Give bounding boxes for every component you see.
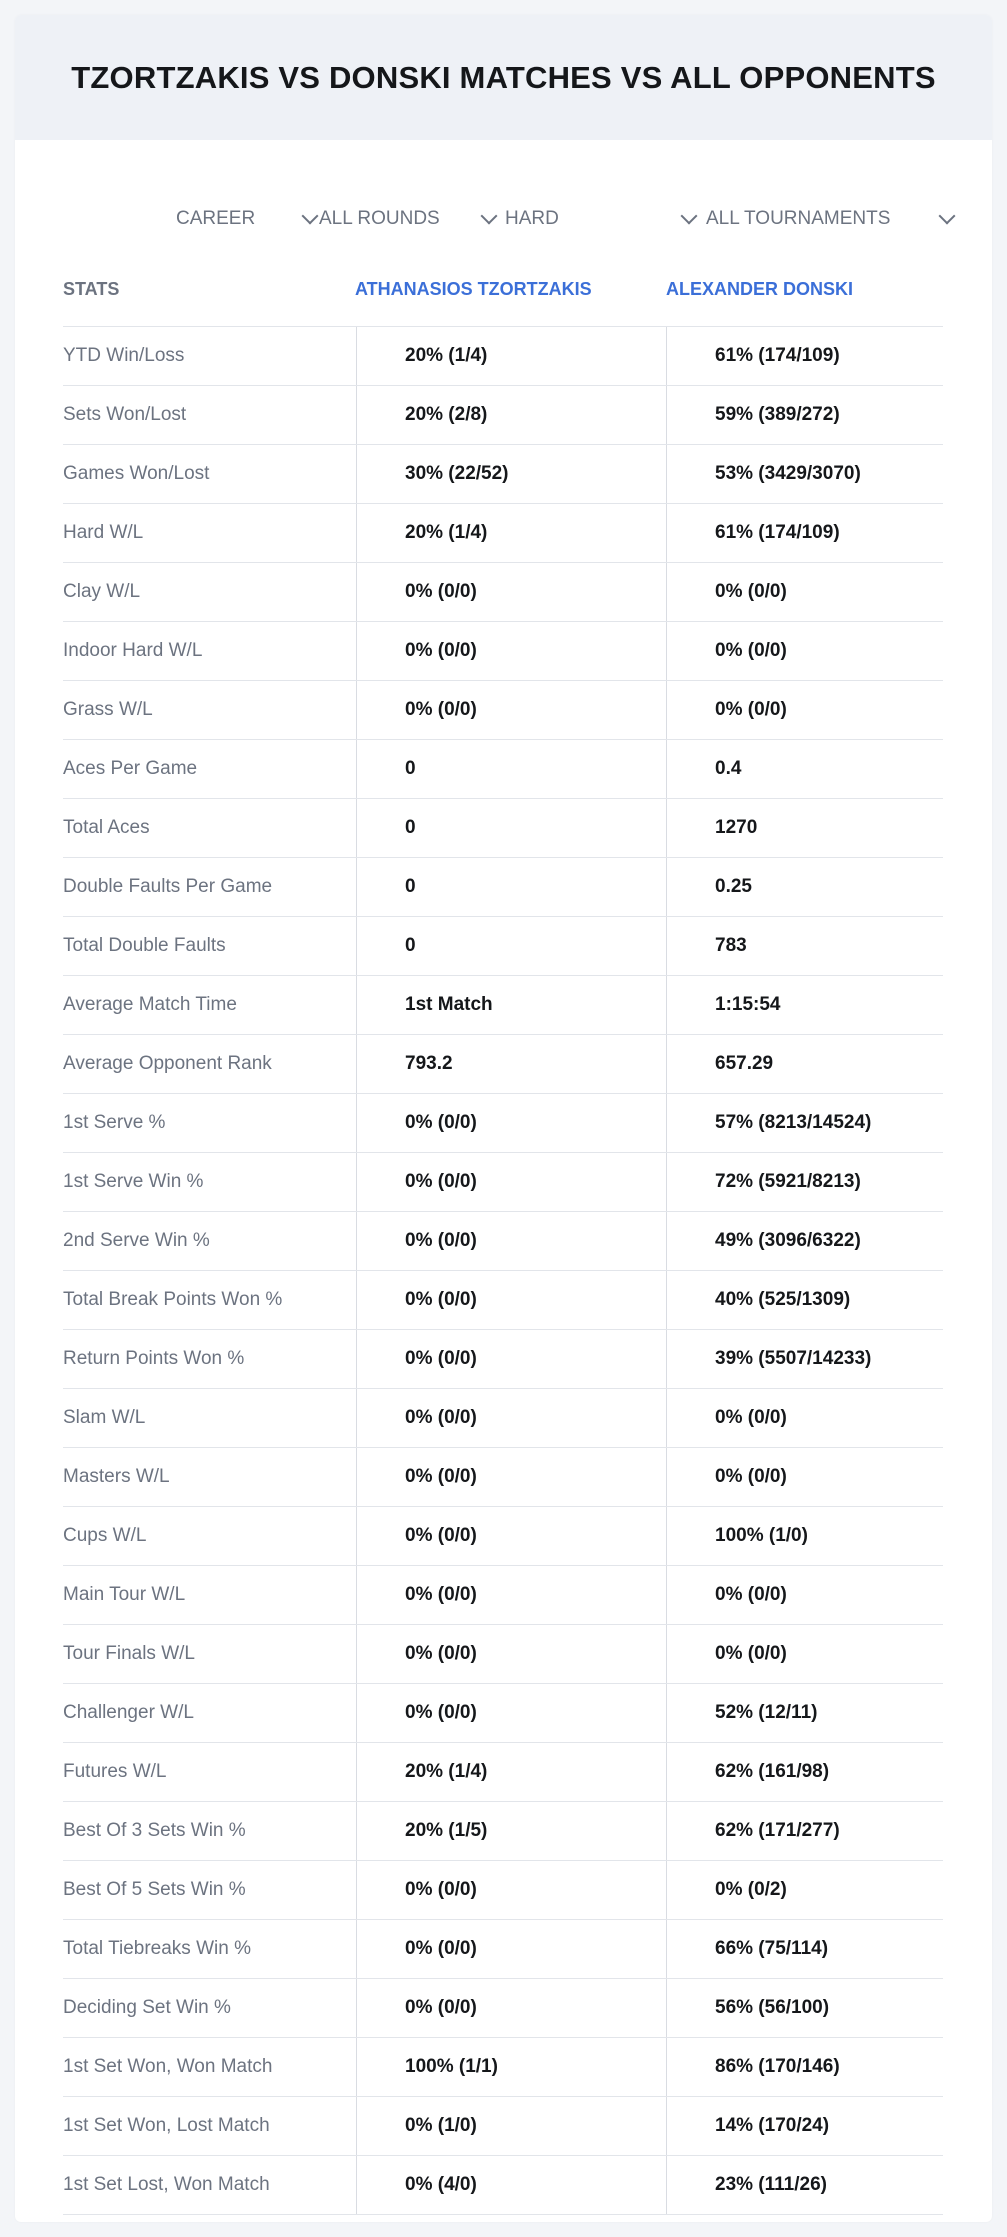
table-row	[63, 1861, 943, 1920]
player1-value: 0	[356, 917, 666, 975]
player1-value: 793.2	[356, 1035, 666, 1093]
player2-value: 100% (1/0)	[666, 1507, 943, 1565]
stat-label: 1st Set Won, Lost Match	[63, 2115, 270, 2136]
player2-value: 0% (0/0)	[666, 563, 943, 621]
stat-label: Grass W/L	[63, 699, 153, 720]
player2-value: 1270	[666, 799, 943, 857]
round-select-value: ALL ROUNDS	[319, 208, 440, 229]
player2-value: 62% (161/98)	[666, 1743, 943, 1801]
table-row	[63, 445, 943, 504]
player1-value: 0	[356, 799, 666, 857]
player2-value: 0% (0/0)	[666, 1566, 943, 1624]
surface-select[interactable]	[505, 195, 695, 243]
table-row	[63, 1271, 943, 1330]
tournament-select-value: ALL TOURNAMENTS	[706, 208, 891, 229]
table-row	[63, 563, 943, 622]
surface-select-value: HARD	[505, 208, 559, 229]
player2-value: 52% (12/11)	[666, 1684, 943, 1742]
player2-value: 657.29	[666, 1035, 943, 1093]
stats-column-header: STATS	[63, 278, 120, 299]
player1-value: 0% (0/0)	[356, 1566, 666, 1624]
player1-value: 0% (0/0)	[356, 1979, 666, 2037]
table-row	[63, 1448, 943, 1507]
table-row	[63, 1684, 943, 1743]
filter-bar	[15, 195, 992, 243]
player1-value: 20% (1/4)	[356, 1743, 666, 1801]
table-row	[63, 504, 943, 563]
stat-label: 1st Serve %	[63, 1112, 166, 1133]
stat-label: Return Points Won %	[63, 1348, 245, 1369]
stat-label: 1st Set Won, Won Match	[63, 2056, 273, 2077]
stat-label: Challenger W/L	[63, 1702, 194, 1723]
table-body	[63, 327, 943, 2215]
stat-label: Indoor Hard W/L	[63, 640, 203, 661]
stat-label: 1st Serve Win %	[63, 1171, 204, 1192]
player2-value: 783	[666, 917, 943, 975]
player2-value: 39% (5507/14233)	[666, 1330, 943, 1388]
player1-value: 0% (0/0)	[356, 1448, 666, 1506]
player2-value: 14% (170/24)	[666, 2097, 943, 2155]
player1-value: 0% (0/0)	[356, 1389, 666, 1447]
stat-label: Masters W/L	[63, 1466, 170, 1487]
period-select-value: CAREER	[176, 208, 256, 229]
player2-value: 61% (174/109)	[666, 504, 943, 562]
page-title: TZORTZAKIS VS DONSKI MATCHES VS ALL OPPONENTS	[71, 59, 936, 95]
player1-value: 0% (0/0)	[356, 681, 666, 739]
stat-label: Futures W/L	[63, 1761, 167, 1782]
player2-value: 0.4	[666, 740, 943, 798]
table-row	[63, 1979, 943, 2038]
player1-value: 20% (1/4)	[356, 504, 666, 562]
stat-label: 1st Set Lost, Won Match	[63, 2174, 270, 2195]
player1-value: 0% (0/0)	[356, 1684, 666, 1742]
player2-value: 0% (0/0)	[666, 1448, 943, 1506]
player1-value: 0% (0/0)	[356, 1861, 666, 1919]
stat-label: Double Faults Per Game	[63, 876, 273, 897]
table-row	[63, 1153, 943, 1212]
player1-value: 20% (1/4)	[356, 327, 666, 385]
table-row	[63, 858, 943, 917]
table-row	[63, 386, 943, 445]
player1-value: 100% (1/1)	[356, 2038, 666, 2096]
player1-value: 20% (1/5)	[356, 1802, 666, 1860]
table-header	[63, 252, 943, 327]
table-row	[63, 740, 943, 799]
stat-label: Main Tour W/L	[63, 1584, 186, 1605]
player2-value: 66% (75/114)	[666, 1920, 943, 1978]
player1-value: 20% (2/8)	[356, 386, 666, 444]
player2-column-header[interactable]: ALEXANDER DONSKI	[666, 278, 854, 299]
player1-value: 0% (0/0)	[356, 1094, 666, 1152]
stat-label: Average Match Time	[63, 994, 237, 1015]
player2-value: 61% (174/109)	[666, 327, 943, 385]
stat-label: Hard W/L	[63, 522, 144, 543]
stat-label: Total Aces	[63, 817, 150, 838]
table-row	[63, 976, 943, 1035]
stat-label: Deciding Set Win %	[63, 1997, 231, 2018]
player1-value: 0% (4/0)	[356, 2156, 666, 2214]
table-row	[63, 1212, 943, 1271]
player2-value: 0% (0/0)	[666, 681, 943, 739]
player1-value: 0% (1/0)	[356, 2097, 666, 2155]
table-row	[63, 2038, 943, 2097]
stat-label: Best Of 5 Sets Win %	[63, 1879, 246, 1900]
table-row	[63, 1802, 943, 1861]
stat-label: Average Opponent Rank	[63, 1053, 272, 1074]
table-row	[63, 681, 943, 740]
table-row	[63, 1743, 943, 1802]
chevron-down-icon	[939, 208, 956, 225]
stat-label: YTD Win/Loss	[63, 345, 185, 366]
card-header	[15, 15, 992, 140]
player2-value: 53% (3429/3070)	[666, 445, 943, 503]
table-row	[63, 917, 943, 976]
table-row	[63, 1330, 943, 1389]
player1-value: 0% (0/0)	[356, 1330, 666, 1388]
period-select[interactable]	[176, 195, 316, 243]
stat-label: Slam W/L	[63, 1407, 146, 1428]
table-row	[63, 1920, 943, 1979]
table-row	[63, 327, 943, 386]
player2-value: 0% (0/0)	[666, 1389, 943, 1447]
stat-label: Clay W/L	[63, 581, 141, 602]
stat-label: Tour Finals W/L	[63, 1643, 195, 1664]
table-row	[63, 1566, 943, 1625]
stat-label: Total Double Faults	[63, 935, 226, 956]
player2-value: 0.25	[666, 858, 943, 916]
chevron-down-icon	[481, 208, 498, 225]
player2-value: 62% (171/277)	[666, 1802, 943, 1860]
player1-value: 0% (0/0)	[356, 1212, 666, 1270]
table-row	[63, 1625, 943, 1684]
player1-value: 0% (0/0)	[356, 622, 666, 680]
player1-value: 0	[356, 740, 666, 798]
player1-value: 0% (0/0)	[356, 1920, 666, 1978]
player2-value: 59% (389/272)	[666, 386, 943, 444]
stat-label: Sets Won/Lost	[63, 404, 187, 425]
table-row	[63, 799, 943, 858]
table-row	[63, 1035, 943, 1094]
player2-value: 57% (8213/14524)	[666, 1094, 943, 1152]
player1-value: 0% (0/0)	[356, 1153, 666, 1211]
stat-label: Best Of 3 Sets Win %	[63, 1820, 246, 1841]
player2-value: 56% (56/100)	[666, 1979, 943, 2037]
player2-value: 0% (0/0)	[666, 622, 943, 680]
player2-value: 86% (170/146)	[666, 2038, 943, 2096]
stat-label: 2nd Serve Win %	[63, 1230, 210, 1251]
table-row	[63, 2156, 943, 2215]
chevron-down-icon	[302, 208, 319, 225]
stat-label: Cups W/L	[63, 1525, 147, 1546]
stat-label: Games Won/Lost	[63, 463, 210, 484]
player1-value: 0% (0/0)	[356, 563, 666, 621]
player2-value: 72% (5921/8213)	[666, 1153, 943, 1211]
table-row	[63, 1507, 943, 1566]
table-row	[63, 1094, 943, 1153]
player2-value: 49% (3096/6322)	[666, 1212, 943, 1270]
table-row	[63, 2097, 943, 2156]
player1-column-header[interactable]: ATHANASIOS TZORTZAKIS	[355, 278, 592, 299]
stat-label: Total Break Points Won %	[63, 1289, 283, 1310]
round-select[interactable]	[319, 195, 495, 243]
stat-label: Total Tiebreaks Win %	[63, 1938, 251, 1959]
table-row	[63, 1389, 943, 1448]
stats-table	[63, 252, 943, 2215]
player1-value: 0	[356, 858, 666, 916]
stats-card	[15, 15, 992, 2222]
tournament-select[interactable]	[706, 195, 953, 243]
player1-value: 30% (22/52)	[356, 445, 666, 503]
player2-value: 0% (0/0)	[666, 1625, 943, 1683]
table-row	[63, 622, 943, 681]
player2-value: 23% (111/26)	[666, 2156, 943, 2214]
player2-value: 1:15:54	[666, 976, 943, 1034]
player1-value: 1st Match	[356, 976, 666, 1034]
player1-value: 0% (0/0)	[356, 1507, 666, 1565]
player1-value: 0% (0/0)	[356, 1271, 666, 1329]
stat-label: Aces Per Game	[63, 758, 198, 779]
player1-value: 0% (0/0)	[356, 1625, 666, 1683]
player2-value: 40% (525/1309)	[666, 1271, 943, 1329]
chevron-down-icon	[681, 208, 698, 225]
player2-value: 0% (0/2)	[666, 1861, 943, 1919]
